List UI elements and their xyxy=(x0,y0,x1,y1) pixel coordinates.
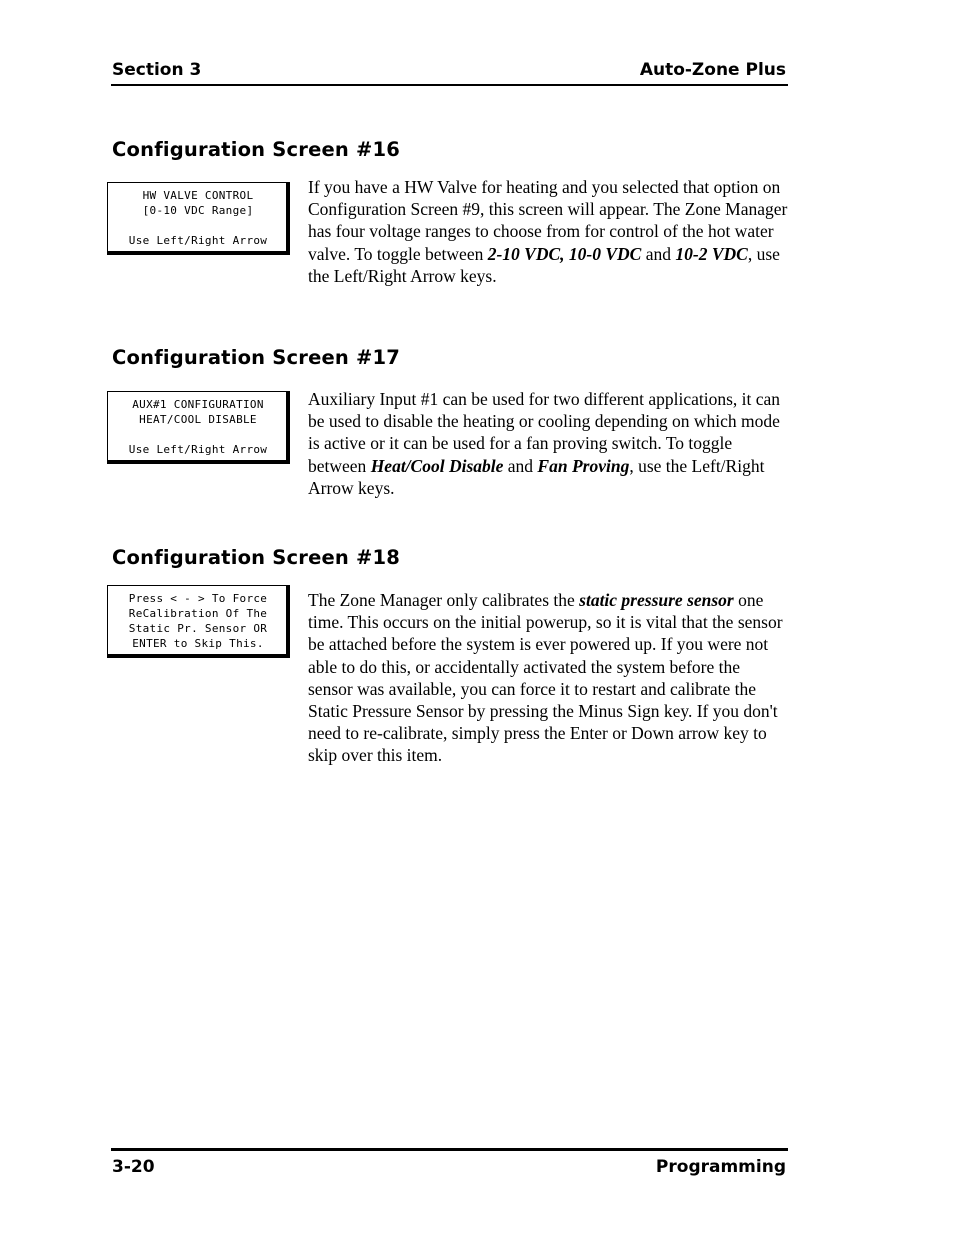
section-title-16: Configuration Screen #16 xyxy=(112,138,401,161)
lcd-line: ENTER to Skip This. xyxy=(132,637,264,650)
lcd-line xyxy=(112,218,284,233)
page-footer xyxy=(111,1148,788,1187)
emphasis-run: Heat/Cool Disable xyxy=(370,455,504,476)
lcd-display-18 xyxy=(107,585,290,658)
lcd-display-16 xyxy=(107,182,290,255)
text-run: one time. This occurs on the initial powerup, so it is vital that the sensor be attached before the system is ever powered up. If you were not able to do this, or accidentally activated the system before the sensor was available, you can force it to restart and calibrate the Static Pressure Sensor by pressing the Minus Sign key. If you don't need to re-calibrate, simply press the Enter or Down arrow key to skip over this item. xyxy=(308,590,783,766)
lcd-line: AUX#1 CONFIGURATION xyxy=(132,398,264,411)
text-run: , use the Left/Right Arrow keys. xyxy=(308,455,765,498)
lcd-line: [0-10 VDC Range] xyxy=(142,204,254,217)
lcd-line: Press < - > To Force xyxy=(128,592,268,605)
lcd-line: Static Pr. Sensor OR xyxy=(128,622,268,635)
emphasis-run: 10-2 VDC xyxy=(675,243,748,264)
section-title-18: Configuration Screen #18 xyxy=(112,546,401,569)
text-run: and xyxy=(641,243,676,264)
emphasis-run: Fan Proving xyxy=(537,455,630,476)
section-paragraph-16 xyxy=(308,176,788,287)
text-run: If you have a HW Valve for heating and you selected that option on Configuration Screen #9, this screen will appear. The Zone Manager has four voltage ranges to choose from for control of the hot water valve. To toggle between xyxy=(308,177,788,264)
lcd-line: ReCalibration Of The xyxy=(128,607,268,620)
lcd-line: Use Left/Right Arrow xyxy=(128,234,268,247)
lcd-display-17 xyxy=(107,391,290,464)
header-section-label: Section 3 xyxy=(112,60,202,80)
emphasis-run: 2-10 VDC, 10-0 VDC xyxy=(487,243,642,264)
lcd-line xyxy=(112,427,284,442)
footer-chapter-name: Programming xyxy=(655,1157,786,1177)
text-run: and xyxy=(503,455,538,476)
page-header xyxy=(111,58,788,86)
text-run: The Zone Manager only calibrates the xyxy=(308,590,580,610)
emphasis-run: static pressure sensor xyxy=(579,590,734,610)
text-run: , use the Left/Right Arrow keys. xyxy=(308,243,780,286)
section-title-17: Configuration Screen #17 xyxy=(112,346,401,369)
footer-page-number: 3-20 xyxy=(112,1157,155,1177)
text-run: Auxiliary Input #1 can be used for two different applications, it can be used to disable the heating or cooling depending on which mode is active or it can be used for a fan proving switch. To toggle between xyxy=(308,389,781,476)
section-paragraph-17 xyxy=(308,388,788,499)
lcd-line: Use Left/Right Arrow xyxy=(128,443,268,456)
header-product-name: Auto-Zone Plus xyxy=(639,60,786,80)
lcd-line: HW VALVE CONTROL xyxy=(142,189,254,202)
lcd-line: HEAT/COOL DISABLE xyxy=(139,413,257,426)
section-paragraph-18 xyxy=(308,589,788,767)
